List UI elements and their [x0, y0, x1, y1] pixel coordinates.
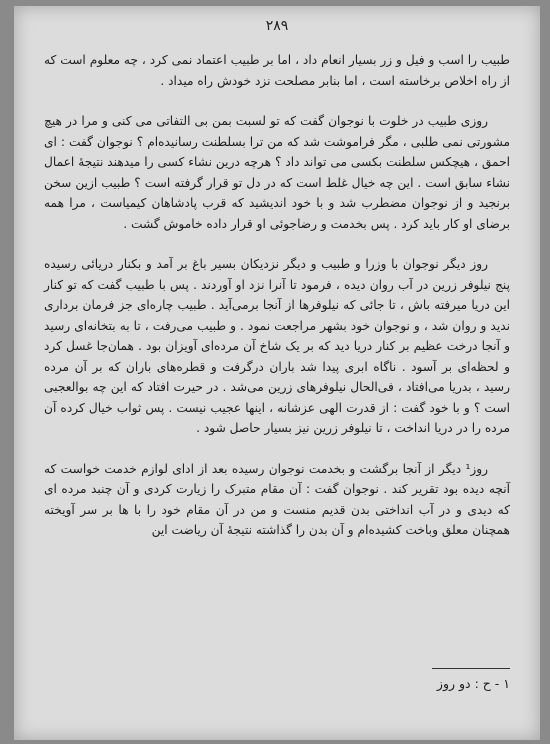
paragraph-1: طبیب را اسب و فیل و زر بسیار انعام داد ، اما بر طبیب اعتماد نمی کرد ، چه معلوم است که از راه اخلاص برخاسته است ، اما بنابر مصلحت نزد خودش راه میداد .: [44, 53, 510, 88]
footnote-rule: [432, 668, 510, 669]
paragraph-2: روزی طبیب در خلوت با نوجوان گفت که تو لسبت بمن بی التفاتی می کنی و مرا در هیچ مشورتی نمی طلبی ، مگر فراموشت شد که من ترا بسلطنت رسانیده‌ام ؟ نوجوان گفت : ای احمق ، هیچکس سلطنت بکسی می تواند داد ؟ هرچه درین نشاء کسی را میدهند نتیجهٔ اعمال نشاء سابق است . این چه خیال غلط است که در دل تو قرار گرفته است ؟ طبیب ازین سخن برنجید و از نوجوان مضطرب شد و با خود اندیشید که قرب پادشاهان کیمیاست ، مرا همه برضای او کار باید کرد . پس بخدمت و رضاجوئی او قرار داده خاموش گشت .: [44, 114, 510, 231]
page-body: [44, 50, 510, 561]
book-page: [14, 6, 540, 740]
paragraph-3: روز دیگر نوجوان با وزرا و طبیب و دیگر نزدیکان بسیر باغ بر آمد و بکنار دریائی رسیده پنج نیلوفر زرین در آب روان دیده ، فرمود تا آنرا نزد او آوردند . پس با طبیب گفت که تو کنار این دریا میرفته باش ، تا جائی که نیلوفرها از آنجا برمی‌آید . طبیب چاره‌ای جز فرمان برداری ندید و روان شد ، و نوجوان خود بشهر مراجعت نمود . و طبیب می‌رفت ، تا به بتخانه‌ای رسید و آنجا درخت عظیم بر کنار دریا دید که بر یک شاخ آن مرده‌ای آویزان بود . همان‌جا غسل کرد و لحظه‌ای بر آسود . ناگاه ابری پیدا شد باران درگرفت و قطره‌های باران که بر آن مرده رسید ، بدریا می‌افتاد ، فی‌الحال نیلوفرهای زرین می‌شد . در حیرت افتاد که این چه بوالعجبی است ؟ و با خود گفت : از قدرت الهی عزشانه ، اینها عجیب نیست . پس ثواب خیال کرده آن مرده را در دریا انداخت ، تا نیلوفر زرین نیز بسیار حاصل شود .: [44, 257, 510, 435]
footnote: ۱ - ح : دو روز: [436, 676, 510, 691]
paragraph-4: روز¹ دیگر از آنجا برگشت و بخدمت نوجوان رسیده بعد از ادای لوازم خدمت خواست که آنچه دیده بود تقریر کند . نوجوان گفت : آن مقام متبرک را زیارت کردی و آن چنبد مرده ای که دیدی و در آب انداختی بدن قدیم منست و من در آن مقام خود را با ها بر سر آویخته همچنان معلق وباخت کشیده‌ام و آن بدن را گذاشته نتیجهٔ آن ریاضت این: [44, 461, 510, 537]
page-number: ۲۸۹: [265, 18, 289, 34]
